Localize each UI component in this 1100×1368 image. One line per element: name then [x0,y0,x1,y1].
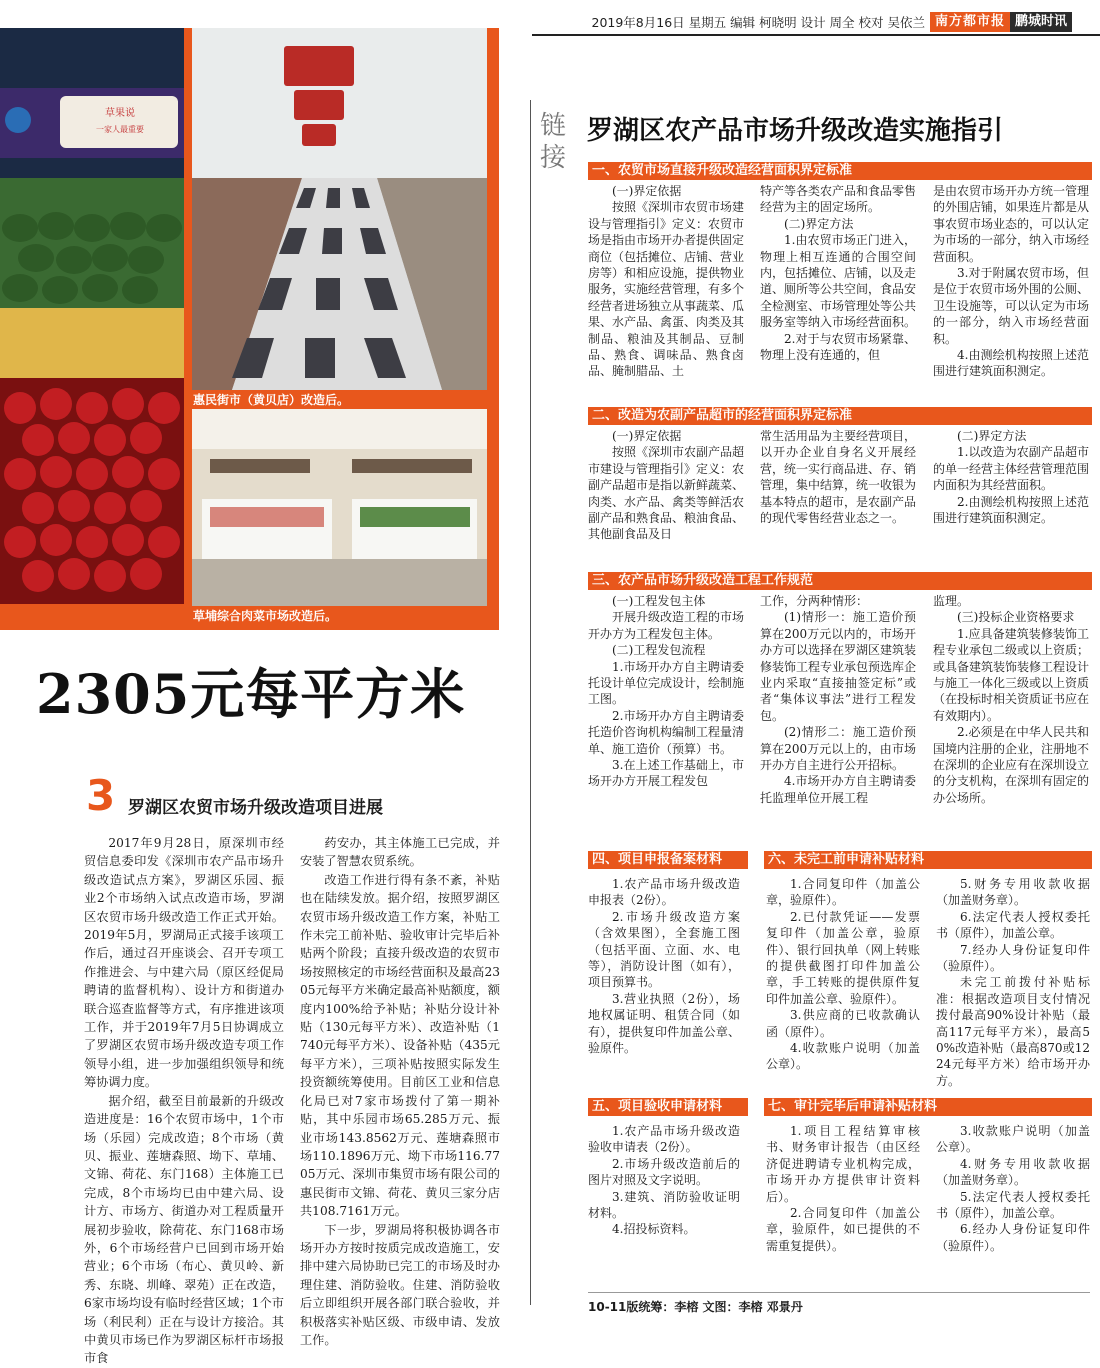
header-rule [532,34,1100,36]
s3-column-2: 工作，分两种情形： (1)情形一：施工造价预算在200万元以内的，市场开办方可以选择在罗湖区建筑装修装饰工程专业承包预选库企业内采取“直接抽签定标”或者“集体议事法”进行工程发包。 (2)情形二：施工造价预算在200万元以上的，由市场开办方自主进行公开招标。 4.市场开办方自主聘请委托监理单位开展工程 [760,594,917,805]
s6-column-2: 5.财务专用收款收据（加盖财务章）。 6.法定代表人授权委托书（原件），加盖公章。 7.经办人身份证复印件（验原件）。 未完工前拨付补贴标准：根据改造项目支付情况拨付最高90%设计补贴（最高117元每平方米），最高50%改造补贴（最高870或1224元每平方米）给市场开办方。 [936,877,1090,1088]
paragraph: 下一步，罗湖局将积极协调各市场开办方按时按质完成改造施工，安排中建六局协助已完工的市场及时办理住建、消防验收。住建、消防验收后立即组织开展各部门联合验收，并积极落实补贴区级、市级申请、发放工作。 [300,1222,500,1347]
link-label: 链接 [540,111,567,173]
s6-column-1: 1.合同复印件（加盖公章，验原件）。 2.已付款凭证——发票复印件（加盖公章，验原件）、银行回执单（网上转账的提供截图打印件加盖公章，手工转账的提供原件复印件加盖公章、验原件）。 3.供应商的已收款确认函（原件）。 4.收款账户说明（加盖公章）。 [766,877,920,1072]
s7-column-2: 3.收款账户说明（加盖公章）。 4.财务专用收款收据（加盖财务章）。 5.法定代表人授权委托书（原件），加盖公章。 6.经办人身份证复印件（验原件）。 [936,1124,1090,1253]
section-3-column-1 [84,834,284,1368]
s5-list: 1.农产品市场升级改造验收申请表（2份）。 2.市场升级改造前后的图片对照及文字说明。 3.建筑、消防验收证明材料。 4.招投标资料。 [588,1124,740,1237]
section-3-title: 罗湖区农贸市场升级改造项目进展 [128,798,383,818]
headline: 2305元每平方米 [36,662,466,726]
photo-fruit-stall [0,28,184,604]
page-credits: 10-11版统筹：李榕 文图：李榕 邓景丹 [588,1300,803,1314]
s2-column-1: (一)界定依据 按照《深圳市农副产品超市建设与管理指引》定义：农副产品超市是指以新鲜蔬菜、肉类、水产品、禽类等鲜活农副产品和熟食品、粮油食品、其他副食品及日 [588,429,745,542]
s3-column-3: 监理。 (三)投标企业资格要求 1.应具备建筑装修装饰工程专业承包二级或以上资质；或具备建筑装饰装修工程设计与施工一体化三级或以上资质（在投标时相关资质证书应在有效期内）。 2.必须是在中华人民共和国境内注册的企业，注册地不在深圳的企业应有在深圳设立的分支机构，在深圳有固定的办公场所。 [933,594,1090,805]
photo-caption-2: 草埔综合肉菜市场改造后。 [193,609,338,623]
svg-text:一家人最重要: 一家人最重要 [96,125,144,134]
header-meta: 2019年8月16日 星期五 编辑 柯晓明 设计 周全 校对 吴依兰 [591,15,925,30]
s4-list: 1.农产品市场升级改造申报表（2份）。 2.市场升级改造方案（含效果图），全套施工图（包括平面、立面、水、电等），消防设计图（如有），项目预算书。 3.营业执照（2份），场地权属证明、租赁合同（如有），提供复印件加盖公章、验原件。 [588,877,740,1056]
paragraph: 2017年9月28日，原深圳市经贸信息委印发《深圳市农产品市场升级改造试点方案》，罗湖区乐园、振业2个市场纳入试点改造市场，罗湖区农贸市场升级改造工作正式开始。2019年5月，罗湖局正式接手该项工作后，通过召开座谈会、召开专项工作推进会、与中建六局（原区经促局聘请的监督机构）、设计方和街道办联合巡查监督等方式，有序推进该项工作，并于2019年7月5日协调成立了罗湖区农贸市场升级改造专项工作领导小组，进一步加强组织领导和统筹协调力度。 [84,836,284,1090]
section-bar-1: 一、农贸市场直接升级改造经营面积界定标准 [588,162,1092,180]
section-bar-6: 六、未完工前申请补贴材料 [764,851,1092,869]
s1-column-1: (一)界定依据 按照《深圳市农贸市场建设与管理指引》定义：农贸市场是指由市场开办者提供固定商位（包括摊位、店铺、营业房等）和相应设施，提供物业服务，实施经营管理，有多个经营者进场独立从事蔬菜、瓜果、水产品、禽蛋、肉类及其制品、粮油及其制品、豆制品、熟食、调味品、熟食卤品、腌制腊品、土 [588,184,745,379]
section-3-column-2 [300,834,500,1349]
paragraph: 改造工作进行得有条不紊，补贴也在陆续发放。据介绍，按照罗湖区农贸市场升级改造工作方案，补贴工作未完工前补贴、验收审计完毕后补贴两个阶段；直接升级改造的农贸市场按照核定的市场经营面积及最高2305元每平方米确定最高补贴额度，额度内100%给予补贴；补贴分设计补贴（130元每平方米）、改造补贴（1740元每平方米）、设备补贴（435元每平方米），三项补贴按照实际发生投资额统筹使用。目前区工业和信息化局已对7家市场拨付了第一期补贴，其中乐园市场65.285万元、振业市场143.8562万元、莲塘森照市场110.1896万元、坳下市场116.7705万元、深圳市集贸市场有限公司的惠民街市文锦、荷花、黄贝三家分店共108.7161万元。 [300,872,500,1219]
photo-meat-market [192,409,487,606]
s2-column-2: 常生活用品为主要经营项目，以开办企业自身名义开展经营，统一实行商品进、存、销管理，集中结算，统一收银为基本特点的超市，是农副产品的现代零售经营业态之一。 [760,429,917,526]
section-bar-2: 二、改造为农副产品超市的经营面积界定标准 [588,407,1092,425]
s7-column-1: 1.项目工程结算审核书、财务审计报告（由区经济促进聘请专业机构完成，市场开办方提供审计资料后）。 2.合同复印件（加盖公章，验原件，如已提供的不需重复提供）。 [766,1124,920,1253]
s1-column-2: 特产等各类农产品和食品零售经营为主的固定场所。 (二)界定方法 1.由农贸市场正门进入，物理上相互连通的合围空间内，包括摊位、店铺，以及走道、厕所等公共空间，食品安全检测室、市场管理处等公共服务室等纳入市场经营面积。 2.对于与农贸市场紧靠、物理上没有连通的，但 [760,184,917,363]
newspaper-logo [930,12,1086,32]
section-bar-4: 四、项目申报备案材料 [588,851,748,869]
paragraph: 据介绍，截至目前最新的升级改造进度是：16个农贸市场中，1个市场（乐园）完成改造；8个市场（黄贝、振业、莲塘森照、坳下、草埔、文锦、荷花、东门168）主体施工已完成，8个市场均已由中建六局、设计方、市场方、街道办对工程质量开展初步验收，除荷花、东门168市场外，6个市场经营户已回到市场开始营业；6个市场（布心、黄贝岭、新秀、东晓、圳峰、翠苑）正在改造，6家市场均设有临时经营区域；1个市场（利民利）正在与设计方接洽。其中黄贝市场已作为罗湖区标杆市场报市食 [84,1093,284,1366]
photo-market-aisle [192,28,487,390]
section-bar-3: 三、农产品市场升级改造工程工作规范 [588,572,1092,590]
photo-caption-1: 惠民街市（黄贝店）改造后。 [193,393,350,407]
footer-rule [588,1292,1090,1293]
s1-column-3: 是由农贸市场开办方统一管理的外围店铺，如果连片都是从事农贸市场业态的，可以认定为市场的一部分，纳入市场经营面积。 3.对于附属农贸市场，但是位于农贸市场外围的公厕、卫生设施等，可以认定为市场的一部分，纳入市场经营面积。 4.由测绘机构按照上述范围进行建筑面积测定。 [933,184,1090,379]
section-bar-5: 五、项目验收申请材料 [588,1098,748,1116]
section-bar-7: 七、审计完毕后申请补贴材料 [764,1098,1092,1116]
guide-title: 罗湖区农产品市场升级改造实施指引 [587,116,1004,146]
svg-text:草果说: 草果说 [105,108,135,119]
column-divider [530,100,531,1305]
paragraph: 药安办，其主体施工已完成，并安装了智慧农贸系统。 [300,836,500,869]
section-3-number: 3 [86,771,116,820]
s2-column-3: (二)界定方法 1.以改造为农副产品超市的单一经营主体经营管理范围内面积为其经营面积。 2.由测绘机构按照上述范围进行建筑面积测定。 [933,429,1090,526]
s3-column-1: (一)工程发包主体 开展升级改造工程的市场开办方为工程发包主体。 (二)工程发包流程 1.市场开办方自主聘请委托设计单位完成设计，绘制施工图。 2.市场开办方自主聘请委托造价咨询机构编制工程量清单、施工造价（预算）书。 3.在上述工作基础上，市场开办方开展工程发包 [588,594,745,789]
logo-section: 鹏城时讯 [1010,12,1072,32]
logo-paper: 南方都市报 [930,12,1010,32]
